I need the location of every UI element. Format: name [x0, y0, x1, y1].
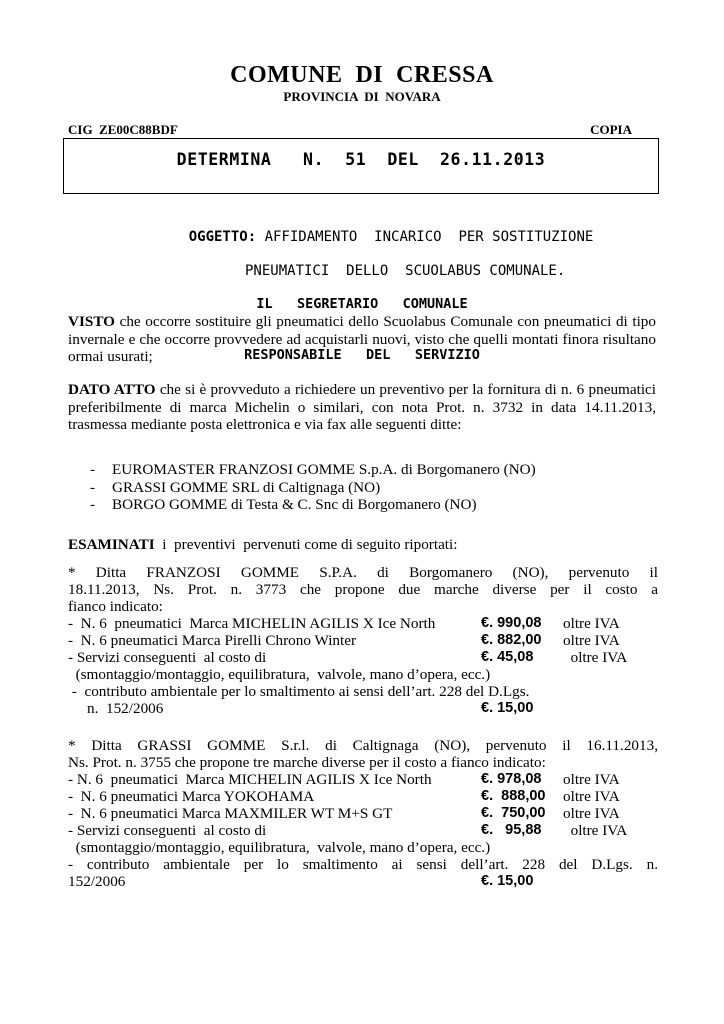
oggetto-label: OGGETTO:: [188, 229, 257, 245]
province-subtitle: PROVINCIA DI NOVARA: [283, 89, 441, 104]
list-item: - BORGO GOMME di Testa & C. Snc di Borgomanero (NO): [90, 496, 477, 513]
offer2-item: - N. 6 pneumatici Marca MAXMILER WT M+S GT €. 750,00 oltre IVA: [68, 805, 620, 822]
list-item: - GRASSI GOMME SRL di Caltignaga (NO): [90, 478, 381, 496]
oggetto-line1: AFFIDAMENTO INCARICO PER SOSTITUZIONE: [256, 229, 594, 245]
price: €. 888,00: [481, 788, 546, 804]
price: €. 978,08: [481, 771, 542, 787]
price: €. 990,08: [481, 615, 542, 631]
list-item: - EUROMASTER FRANZOSI GOMME S.p.A. di Borgomanero (NO): [90, 461, 536, 478]
offer2-item: - Servizi conseguenti al costo di €. 95,88 oltre IVA: [68, 822, 628, 839]
visto-label: VISTO: [68, 313, 115, 330]
offer1-intro1: * Ditta FRANZOSI GOMME S.P.A. di Borgomanero (NO), pervenuto il: [68, 564, 658, 581]
visto-paragraph: [68, 313, 656, 366]
offer1-item: - N. 6 pneumatici Marca Pirelli Chrono Winter €. 882,00 oltre IVA: [68, 632, 620, 649]
offer2-item: - N. 6 pneumatici Marca YOKOHAMA €. 888,00 oltre IVA: [68, 788, 620, 805]
offer-franzosi: [68, 564, 658, 717]
offer1-item: - N. 6 pneumatici Marca MICHELIN AGILIS X Ice North €. 990,08 oltre IVA: [68, 615, 620, 632]
offer1-item: - Servizi conseguenti al costo di €. 45,08 oltre IVA: [68, 649, 628, 666]
offer2-servizi-detail: (smontaggio/montaggio, equilibratura, valvole, mano d’opera, ecc.): [68, 839, 491, 856]
determina-title: DETERMINA N. 51 DEL 26.11.2013: [176, 150, 546, 169]
price: €. 95,88: [481, 822, 542, 838]
dato-atto-paragraph: [68, 381, 656, 434]
offer2-contributo-amount: 152/2006 €. 15,00: [68, 873, 534, 890]
price: €. 882,00: [481, 632, 542, 648]
copia-label: COPIA: [590, 122, 632, 137]
visto-text: che occorre sostituire gli pneumatici dello Scuolabus Comunale con pneumatici di tipo invernale e che occorre provvedere ad acquistarli nuovi, visto che quelli montati finora risultano ormai usurati;: [68, 313, 656, 365]
offer1-intro2: 18.11.2013, Ns. Prot. n. 3773 che propone due marche diverse per il costo a: [68, 581, 658, 598]
cig-code: CIG ZE00C88BDF: [68, 122, 178, 137]
offer2-intro2: Ns. Prot. n. 3755 che propone tre marche diverse per il costo a fianco indicato:: [68, 754, 546, 771]
offer1-servizi-detail: (smontaggio/montaggio, equilibratura, valvole, mano d’opera, ecc.): [68, 666, 491, 683]
offer2-intro1: * Ditta GRASSI GOMME S.r.l. di Caltignaga (NO), pervenuto il 16.11.2013,: [68, 737, 658, 754]
price: €. 15,00: [481, 873, 534, 889]
esaminati-paragraph: [68, 536, 656, 554]
offer1-contributo: - contributo ambientale per lo smaltimento ai sensi dell’art. 228 del D.Lgs.: [68, 683, 530, 700]
responsabile-line2: RESPONSABILE DEL SERVIZIO: [244, 347, 480, 363]
ditte-list: [90, 461, 536, 514]
oggetto-line2: PNEUMATICI DELLO SCUOLABUS COMUNALE.: [245, 263, 566, 279]
esaminati-label: ESAMINATI: [68, 536, 155, 553]
offer-grassi: [68, 737, 658, 890]
price: €. 45,08: [481, 649, 534, 665]
offer2-contributo: - contributo ambientale per lo smaltimento ai sensi dell’art. 228 del D.Lgs. n.: [68, 856, 658, 873]
offer1-contributo-amount: n. 152/2006 €. 15,00: [68, 700, 534, 717]
offer1-intro3: fianco indicato:: [68, 598, 163, 615]
esaminati-text: i preventivi pervenuti come di seguito riportati:: [154, 536, 458, 553]
offer2-item: - N. 6 pneumatici Marca MICHELIN AGILIS X Ice North €. 978,08 oltre IVA: [68, 771, 620, 788]
responsabile-line1: IL SEGRETARIO COMUNALE: [256, 296, 468, 312]
dato-atto-text: che si è provveduto a richiedere un preventivo per la fornitura di n. 6 pneumatici preferibilmente di marca Michelin o similari, con nota Prot. n. 3732 in data 14.11.2013, trasmessa mediante posta elettronica e via fax alle seguenti ditte:: [68, 381, 656, 433]
price: €. 750,00: [481, 805, 546, 821]
municipality-title: COMUNE DI CRESSA: [230, 62, 494, 88]
dato-atto-label: DATO ATTO: [68, 381, 156, 398]
price: €. 15,00: [481, 700, 534, 716]
